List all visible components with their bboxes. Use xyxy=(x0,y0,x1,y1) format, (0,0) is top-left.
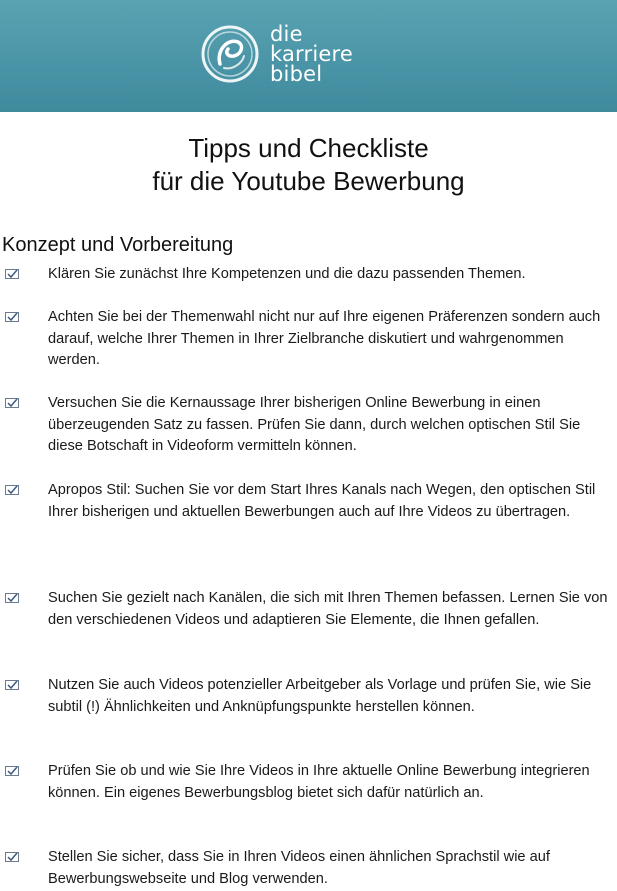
page-title xyxy=(0,132,617,198)
list-item-text: Prüfen Sie ob und wie Sie Ihre Videos in Ihre aktuelle Online Bewerbung integrieren können. Ein eigenes Bewerbungsblog bietet sich dafür natürlich an. xyxy=(48,763,590,801)
checkbox-check-icon xyxy=(5,593,19,603)
checkbox-check-icon xyxy=(5,398,19,408)
logo-text xyxy=(270,24,353,84)
list-item-text: Versuchen Sie die Kernaussage Ihrer bisherigen Online Bewerbung in einen überzeugenden Satz zu fassen. Prüfen Sie dann, durch welchen optischen Stil Sie diese Botschaft in Videoform vermitteln können. xyxy=(48,395,581,454)
checkbox-check-icon xyxy=(5,680,19,690)
checkbox-check-icon xyxy=(5,269,19,279)
logo-line-2: karriere xyxy=(270,42,354,66)
list-item-text: Klären Sie zunächst Ihre Kompetenzen und die dazu passenden Themen. xyxy=(48,266,526,282)
header-banner xyxy=(0,0,617,112)
logo-swirl-icon xyxy=(198,20,262,88)
checkbox-check-icon xyxy=(5,485,19,495)
page-title-line-1: Tipps und Checkliste xyxy=(188,133,429,163)
logo-line-3: bibel xyxy=(270,62,323,86)
page-title-line-2: für die Youtube Bewerbung xyxy=(152,166,465,196)
logo-line-1: die xyxy=(270,22,303,46)
checkbox-check-icon xyxy=(5,766,19,776)
section-heading: Konzept und Vorbereitung xyxy=(2,234,234,256)
checkbox-check-icon xyxy=(5,312,19,322)
checkbox-check-icon xyxy=(5,852,19,862)
list-item-text: Nutzen Sie auch Videos potenzieller Arbeitgeber als Vorlage und prüfen Sie, wie Sie subtil (!) Ähnlichkeiten und Anknüpfungspunkte herstellen können. xyxy=(48,677,592,715)
list-item-text: Achten Sie bei der Themenwahl nicht nur auf Ihre eigenen Präferenzen sondern auch darauf, welche Ihrer Themen in Ihrer Zielbranche diskutiert und wahrgenommen werden. xyxy=(48,309,601,368)
list-item-text: Apropos Stil: Suchen Sie vor dem Start Ihres Kanals nach Wegen, den optischen Stil Ihrer bisherigen und aktuellen Bewerbungen auch auf Ihre Videos zu übertragen. xyxy=(48,482,596,520)
list-item-text: Stellen Sie sicher, dass Sie in Ihren Videos einen ähnlichen Sprachstil wie auf Bewerbungswebseite und Blog verwenden. xyxy=(48,849,550,887)
list-item-text: Suchen Sie gezielt nach Kanälen, die sich mit Ihren Themen befassen. Lernen Sie von den verschiedenen Videos und adaptieren Sie Elemente, die Ihnen gefallen. xyxy=(48,590,608,628)
logo xyxy=(198,20,353,88)
